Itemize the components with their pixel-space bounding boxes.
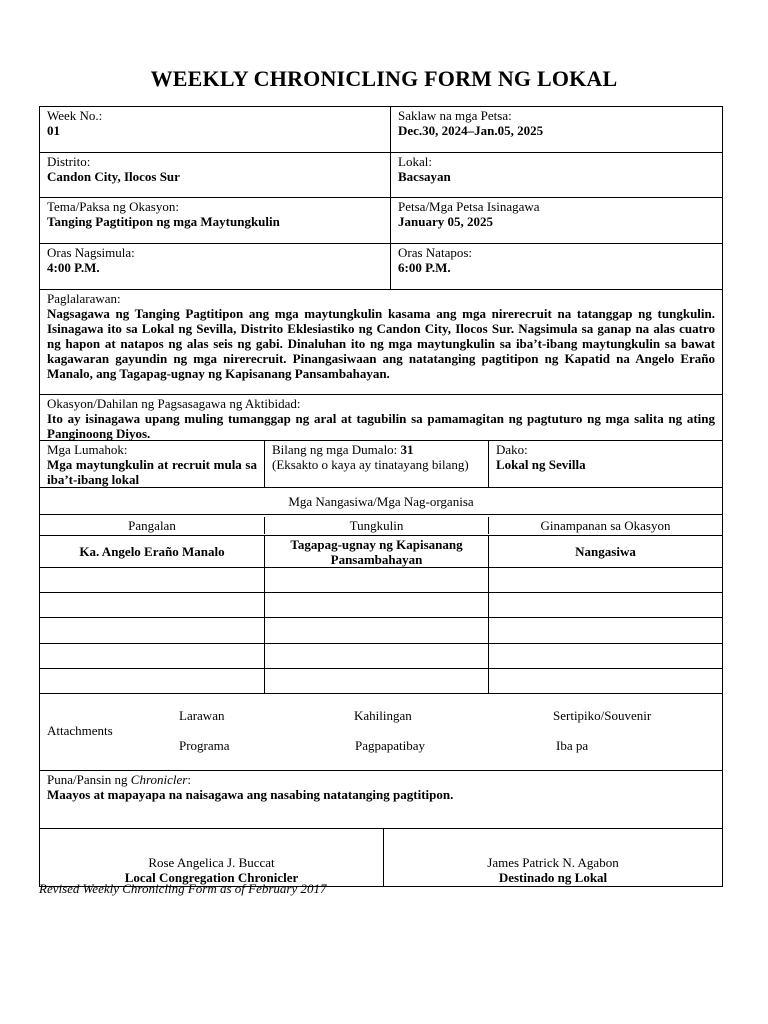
table-cell	[489, 669, 722, 693]
lumahok-value: Mga maytungkulin at recruit mula sa iba’t-ibang lokal	[47, 457, 257, 487]
table-cell	[40, 593, 265, 617]
puna-label-italic: Chronicler	[130, 772, 188, 787]
lumahok-label: Mga Lumahok:	[47, 442, 128, 457]
col-tungkulin: Tungkulin	[265, 517, 489, 534]
table-cell	[265, 593, 489, 617]
tema-value: Tanging Pagtitipon ng mga Maytungkulin	[47, 214, 280, 229]
distrito-label: Distrito:	[47, 154, 91, 169]
signature-destinado	[384, 829, 722, 886]
attachment-kahilingan: Kahilingan	[354, 708, 412, 723]
week-cell	[40, 107, 391, 152]
puna-label-suffix: :	[187, 772, 191, 787]
oras-simula-cell	[40, 244, 391, 289]
petsa-cell	[391, 198, 722, 243]
week-label: Week No.:	[47, 108, 103, 123]
col-pangalan: Pangalan	[40, 517, 265, 534]
puna-cell	[40, 771, 722, 828]
saklaw-label: Saklaw na mga Petsa:	[398, 108, 512, 123]
table-cell	[265, 669, 489, 693]
puna-label	[47, 772, 715, 787]
form-title: WEEKLY CHRONICLING FORM NG LOKAL	[150, 66, 618, 91]
table-cell	[40, 644, 265, 668]
paglalarawan-value: Nagsagawa ng Tanging Pagtitipon ang mga maytungkulin kasama ang mga nirerecruit na tatanggap ng tungkulin. Isinagawa ito sa Lokal ng Sevilla, Distrito Eklesiastiko ng Candon City, Ilocos Sur. Nagsimula sa ganap na alas cuatro ng hapon at natapos ng alas seis ng gabi. Dinaluhan ito ng mga maytungkulin sa iba’t-ibang maytungkulin sa bawat kagawaran gayundin ng mga nirerecruit. Pinangasiwaan ang natatanging pagtitipon ng Kapatid na Angelo Eraño Manalo, ang Tagapag-ugnay ng Kapisanang Pansambahayan.	[47, 306, 715, 381]
chronicling-form	[39, 106, 723, 887]
puna-value: Maayos at mapayapa na naisagawa ang nasabing natatanging pagtitipon.	[47, 787, 454, 802]
table-cell	[489, 568, 722, 592]
bilang-value: 31	[400, 442, 414, 457]
petsa-value: January 05, 2025	[398, 214, 493, 229]
attachment-pagpapatibay: Pagpapatibay	[355, 738, 426, 753]
row-signatures	[40, 829, 722, 886]
lokal-value: Bacsayan	[398, 169, 451, 184]
table-cell	[40, 618, 265, 643]
table-cell	[40, 669, 265, 693]
tema-cell	[40, 198, 391, 243]
attachment-sertipiko: Sertipiko/Souvenir	[553, 708, 652, 723]
petsa-label: Petsa/Mga Petsa Isinagawa	[398, 199, 540, 214]
okasyon-value: Ito ay isinagawa upang muling tumanggap ng aral at tagubilin sa pamamagitan ng pagtuturo ng mga salita ng ating Panginoong Diyos.	[47, 411, 715, 441]
table-cell	[489, 644, 722, 668]
row-puna	[40, 771, 722, 829]
table-cell	[265, 618, 489, 643]
paglalarawan-label: Paglalarawan:	[47, 291, 121, 306]
dako-label: Dako:	[496, 442, 528, 457]
table-cell	[265, 568, 489, 592]
bilang-note: (Eksakto o kaya ay tinatayang bilang)	[272, 457, 469, 472]
signature-chronicler	[40, 829, 384, 886]
table-row	[40, 536, 722, 568]
bilang-cell	[265, 441, 489, 487]
table-cell	[40, 568, 265, 592]
row-okasyon	[40, 395, 722, 441]
table-header-row	[40, 515, 722, 536]
dako-cell	[489, 441, 722, 487]
paglalarawan-cell	[40, 290, 722, 394]
oras-simula-value: 4:00 P.M.	[47, 260, 100, 275]
row-paglalarawan	[40, 290, 722, 395]
attachments-section	[40, 694, 722, 771]
attachment-iba-pa: Iba pa	[556, 738, 589, 753]
saklaw-cell	[391, 107, 722, 152]
table-row	[40, 568, 722, 593]
row-lumahok	[40, 441, 722, 488]
okasyon-label: Okasyon/Dahilan ng Pagsasagawa ng Aktibidad:	[47, 396, 301, 411]
oras-natapos-label: Oras Natapos:	[398, 245, 473, 260]
row-tema	[40, 198, 722, 244]
row-oras	[40, 244, 722, 290]
puna-label-prefix: Puna/Pansin ng	[47, 772, 131, 787]
lokal-cell	[391, 153, 722, 197]
lokal-label: Lokal:	[398, 154, 432, 169]
distrito-value: Candon City, Ilocos Sur	[47, 169, 180, 184]
signature-role: Local Congregation Chronicler	[124, 870, 299, 885]
table-cell	[489, 618, 722, 643]
row-distrito	[40, 153, 722, 198]
row-nangasiwa-heading	[40, 488, 722, 515]
signature-role: Destinado ng Lokal	[498, 870, 608, 885]
col-ginampanan: Ginampanan sa Okasyon	[540, 517, 671, 533]
week-value: 01	[47, 123, 60, 138]
signature-name: James Patrick N. Agabon	[487, 855, 619, 870]
attachment-larawan: Larawan	[179, 708, 225, 723]
lumahok-cell	[40, 441, 265, 487]
bilang-label: Bilang ng mga Dumalo:	[272, 442, 398, 457]
okasyon-cell	[40, 395, 722, 440]
bilang-line	[272, 442, 481, 457]
attachment-programa: Programa	[179, 738, 230, 753]
oras-simula-label: Oras Nagsimula:	[47, 245, 135, 260]
signature-name: Rose Angelica J. Buccat	[148, 855, 275, 870]
dako-value: Lokal ng Sevilla	[496, 457, 586, 472]
distrito-cell	[40, 153, 391, 197]
table-row	[40, 644, 722, 669]
nangasiwa-heading: Mga Nangasiwa/Mga Nag-organisa	[288, 493, 474, 509]
row-week	[40, 107, 722, 153]
table-cell: Nangasiwa	[575, 544, 636, 559]
table-cell	[265, 644, 489, 668]
table-row	[40, 593, 722, 618]
saklaw-value: Dec.30, 2024–Jan.05, 2025	[398, 123, 544, 138]
table-cell	[489, 593, 722, 617]
table-row	[40, 618, 722, 644]
oras-natapos-cell	[391, 244, 722, 289]
table-cell: Ka. Angelo Eraño Manalo	[40, 536, 265, 567]
table-row	[40, 669, 722, 694]
attachments-label: Attachments	[47, 723, 113, 738]
oras-natapos-value: 6:00 P.M.	[398, 260, 451, 275]
footer-note: Revised Weekly Chronicling Form as of February 2017	[39, 881, 327, 896]
tema-label: Tema/Paksa ng Okasyon:	[47, 199, 179, 214]
table-cell: Tagapag-ugnay ng Kapisanang Pansambahayan	[265, 536, 489, 567]
